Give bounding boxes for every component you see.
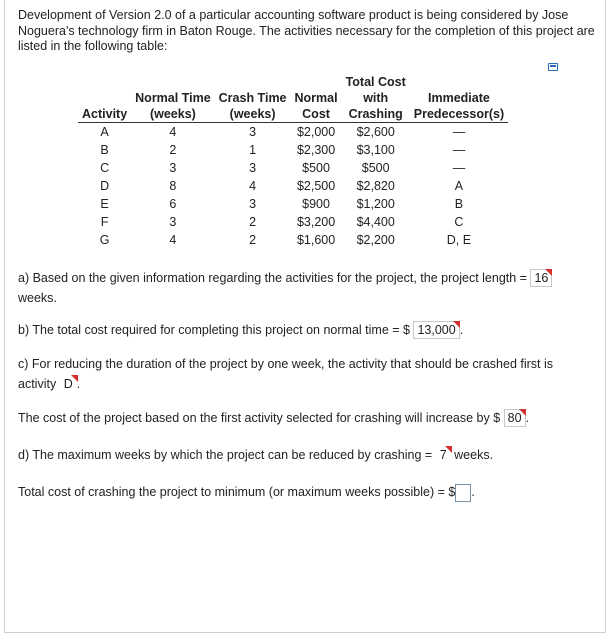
- question-total-suffix: .: [471, 485, 475, 499]
- cell-total-cost: $500: [361, 161, 390, 175]
- question-a-suffix: weeks.: [18, 291, 57, 305]
- cell-total-cost: $2,200: [356, 233, 395, 247]
- cell-normal-cost: $2,000: [296, 125, 336, 139]
- cell-normal-cost: $2,300: [296, 143, 336, 157]
- cell-predecessor: —: [452, 143, 466, 157]
- header-predecessor-line2: Predecessor(s): [410, 106, 508, 123]
- cell-predecessor: A: [454, 179, 464, 193]
- header-total-cost-line2: with: [363, 91, 389, 105]
- answer-max-weeks[interactable]: 7: [436, 447, 451, 463]
- table-row: [78, 195, 508, 213]
- table-row: [78, 177, 508, 195]
- cell-predecessor: D, E: [446, 233, 472, 247]
- cell-normal-time: 8: [169, 179, 177, 193]
- cell-total-cost: $3,100: [356, 143, 395, 157]
- question-b: [18, 320, 463, 340]
- cell-predecessor: —: [452, 161, 466, 175]
- question-cost-text: The cost of the project based on the first activity selected for crashing will increase by $: [18, 411, 501, 425]
- question-c-suffix: .: [76, 377, 81, 391]
- question-d-suffix: weeks.: [454, 448, 494, 462]
- cell-activity: G: [99, 233, 110, 247]
- cell-crash-time: 4: [249, 179, 257, 193]
- header-total-cost-line3: Crashing: [342, 106, 410, 123]
- answer-total-crash-cost-input[interactable]: [455, 484, 471, 502]
- cell-normal-cost: $3,200: [296, 215, 336, 229]
- table-row: [78, 141, 508, 159]
- cell-predecessor: —: [452, 125, 466, 139]
- cell-normal-time: 6: [169, 197, 177, 211]
- cell-activity: A: [100, 125, 109, 139]
- cell-crash-time: 3: [249, 161, 257, 175]
- question-d: [18, 445, 493, 465]
- answer-cost-increase[interactable]: 80: [504, 409, 526, 427]
- header-normal-cost-line2: Cost: [291, 106, 342, 123]
- cell-activity: F: [100, 215, 109, 229]
- question-b-text: b) The total cost required for completing this project on normal time = $: [18, 323, 410, 337]
- question-total-text: Total cost of crashing the project to minimum (or maximum weeks possible) = $: [18, 485, 456, 499]
- table-row: [78, 123, 508, 142]
- cell-predecessor: B: [454, 197, 464, 211]
- cell-normal-time: 3: [169, 161, 177, 175]
- activities-table: [78, 74, 508, 249]
- question-d-text: d) The maximum weeks by which the project can be reduced by crashing =: [18, 448, 433, 462]
- cell-total-cost: $1,200: [356, 197, 395, 211]
- table-row: [78, 213, 508, 231]
- answer-project-length[interactable]: 16: [530, 269, 552, 287]
- cell-crash-time: 2: [249, 215, 257, 229]
- cell-normal-cost: $900: [302, 197, 330, 211]
- question-a-text: a) Based on the given information regarding the activities for the project, the project length =: [18, 271, 527, 285]
- cell-activity: B: [100, 143, 109, 157]
- header-normal-time-line2: (weeks): [131, 106, 215, 123]
- cell-normal-cost: $2,500: [296, 179, 336, 193]
- cell-activity: D: [100, 179, 110, 193]
- question-a: [18, 268, 593, 308]
- cell-activity: C: [100, 161, 110, 175]
- copy-table-icon[interactable]: [548, 63, 558, 71]
- header-predecessor-line1: Immediate: [428, 91, 490, 105]
- cell-normal-time: 4: [169, 233, 177, 247]
- cell-normal-time: 2: [169, 143, 177, 157]
- cell-total-cost: $2,820: [356, 179, 395, 193]
- cell-crash-time: 2: [249, 233, 257, 247]
- answer-first-crash-activity[interactable]: D: [60, 376, 77, 392]
- cell-crash-time: 3: [249, 125, 257, 139]
- cell-predecessor: C: [454, 215, 464, 229]
- cell-crash-time: 3: [249, 197, 257, 211]
- question-cost-suffix: .: [525, 411, 530, 425]
- question-cost-increase: [18, 408, 529, 428]
- cell-normal-time: 4: [169, 125, 177, 139]
- question-c: [18, 354, 588, 394]
- header-total-cost-line1: Total Cost: [345, 75, 406, 89]
- answer-total-normal-cost[interactable]: 13,000: [413, 321, 459, 339]
- question-b-suffix: .: [459, 323, 464, 337]
- table-row: [78, 231, 508, 249]
- question-c-text: c) For reducing the duration of the project by one week, the activity that should be crashed first is activity: [18, 357, 554, 391]
- cell-normal-cost: $1,600: [296, 233, 336, 247]
- cell-activity: E: [100, 197, 109, 211]
- cell-normal-time: 3: [169, 215, 177, 229]
- cell-total-cost: $2,600: [356, 125, 395, 139]
- header-crash-time-line1: Crash Time: [218, 91, 287, 105]
- header-normal-time-line1: Normal Time: [135, 91, 211, 105]
- problem-intro: Development of Version 2.0 of a particular accounting software product is being considered by Jose Noguera's technology firm in Baton Rouge. The activities necessary for the completion of this project are listed in the following table:: [18, 8, 595, 53]
- cell-normal-cost: $500: [302, 161, 330, 175]
- table-header-row: [78, 74, 508, 90]
- cell-total-cost: $4,400: [356, 215, 395, 229]
- header-crash-time-line2: (weeks): [215, 106, 291, 123]
- header-activity: Activity: [78, 106, 131, 123]
- table-row: [78, 159, 508, 177]
- header-normal-cost-line1: Normal: [294, 91, 338, 105]
- cell-crash-time: 1: [249, 143, 257, 157]
- question-total-crash-cost: [18, 482, 475, 502]
